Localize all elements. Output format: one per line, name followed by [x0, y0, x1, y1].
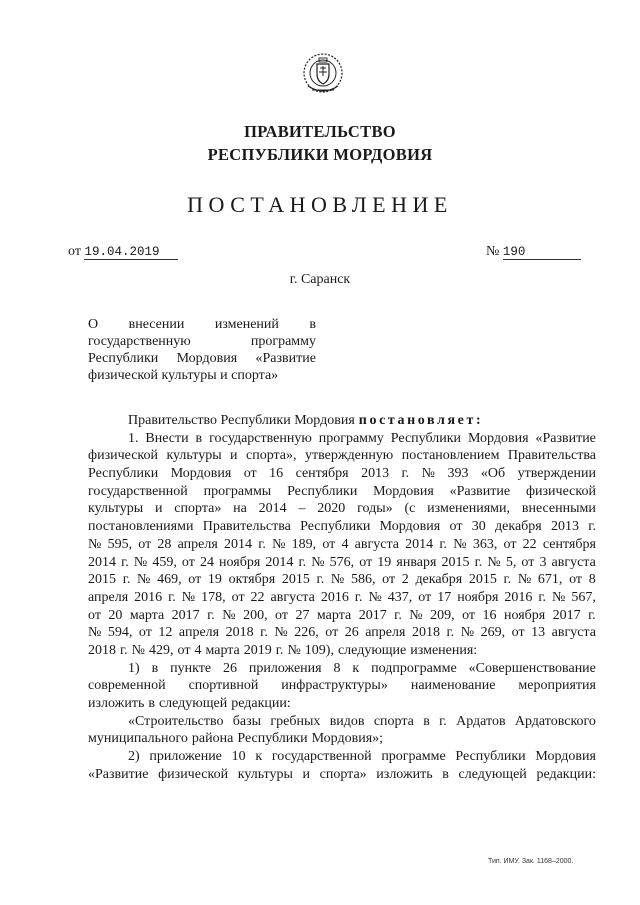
body-word: видов	[329, 713, 365, 729]
body-word: №	[137, 572, 151, 588]
subject-word: физической культуры и спорта»	[88, 368, 279, 383]
body-word: от	[231, 589, 245, 605]
body-word: марта	[205, 642, 240, 658]
body-word: «Строительство	[128, 713, 224, 729]
body-word: государственную	[209, 430, 312, 446]
body-word: физической	[88, 448, 158, 464]
body-word: 2014	[405, 536, 434, 552]
subject-word: Мордовия	[176, 351, 238, 366]
body-word: 22	[522, 536, 537, 552]
body-word: «Развитие	[535, 430, 596, 446]
number-value: 190	[503, 245, 581, 260]
body-word: 363,	[472, 536, 498, 552]
body-word: г.	[538, 589, 547, 605]
body-word: от	[275, 607, 288, 623]
body-word: Республики	[390, 430, 462, 446]
body-word: 2014	[258, 501, 287, 517]
body-word: августа	[354, 536, 399, 552]
body-word: спорта»	[319, 766, 367, 782]
intro-line	[88, 412, 596, 430]
subject-line	[88, 350, 316, 367]
body-word: пункте	[170, 660, 212, 676]
body-word: 437,	[387, 589, 413, 605]
body-word: 2016	[320, 589, 349, 605]
body-word: 2018	[225, 625, 254, 641]
body-word: 459,	[152, 554, 177, 570]
body-word: 26	[344, 625, 359, 641]
body-word: г.	[168, 589, 176, 605]
body-word: Мордовия»;	[311, 731, 384, 747]
subject-word: программу	[250, 334, 316, 349]
decree-number	[486, 244, 581, 260]
body-word: и	[302, 766, 311, 782]
body-word: программе	[381, 749, 446, 765]
body-word: программу	[318, 430, 384, 446]
body-word: августа	[551, 554, 596, 570]
body-word: ноября	[457, 589, 499, 605]
subject-line	[88, 367, 316, 384]
body-word: г.	[121, 554, 129, 570]
body-word: г.	[439, 713, 447, 729]
body-word: апреля	[177, 536, 218, 552]
body-word: физической	[158, 766, 229, 782]
body-word: 567,	[571, 589, 596, 605]
body-word: Республики	[88, 466, 159, 482]
body-word: Мордовия	[379, 519, 441, 535]
body-word: на	[233, 501, 247, 517]
body-word: Мордовия	[373, 483, 434, 499]
body-word: в	[148, 696, 155, 711]
body-word: от	[188, 572, 202, 588]
body-word: 16	[482, 607, 497, 623]
body-word: от	[359, 554, 373, 570]
body-word: 189,	[291, 536, 317, 552]
body-word: мероприятия	[518, 678, 596, 694]
body-word: района	[191, 731, 234, 747]
number-prefix: №	[486, 244, 500, 259]
body-word: 109),	[304, 642, 334, 658]
body-word: 269,	[480, 625, 506, 641]
body-line	[88, 607, 596, 625]
body-word: спорта»	[174, 501, 222, 517]
body-word: редакции:	[536, 766, 596, 782]
body-word: Республики	[300, 519, 371, 535]
body-word: 2016	[504, 589, 533, 605]
body-line	[88, 554, 596, 572]
body-word: 8	[588, 572, 596, 588]
body-word: от	[521, 554, 535, 570]
body-word: от	[138, 536, 152, 552]
body-word: спорта»,	[245, 448, 297, 464]
subject-word: изменений	[214, 317, 279, 332]
body-word: апреля	[88, 589, 129, 605]
body-word: от	[449, 519, 463, 535]
subject-word: О	[88, 317, 99, 332]
body-word: государственной	[271, 749, 372, 765]
body-word: 2015	[88, 572, 116, 588]
body-word: 4	[194, 642, 202, 658]
body-word: постановлением	[401, 448, 500, 464]
body-word: 12	[158, 625, 173, 641]
body-word: 393	[447, 466, 469, 482]
body-word: №	[181, 589, 196, 605]
body-word: 576,	[329, 554, 355, 570]
body-word: 30	[471, 519, 486, 535]
body-word: августа	[270, 589, 315, 605]
body-word: 178,	[201, 589, 226, 605]
subject-line	[88, 333, 316, 350]
intro-prefix: Правительство Республики Мордовия	[128, 413, 355, 428]
body-word: г.	[316, 572, 325, 588]
body-word: программы	[203, 483, 272, 499]
body-word: г.	[275, 642, 284, 658]
body-line	[88, 589, 596, 607]
body-word: 671,	[537, 572, 563, 588]
body-word: г.	[122, 572, 131, 588]
body-word: Внести	[145, 430, 189, 446]
body-word: утвержденную	[304, 448, 394, 464]
body-word: г.	[446, 625, 455, 641]
body-word: от	[325, 625, 339, 641]
body-lines	[88, 430, 596, 784]
body-word: 469,	[157, 572, 182, 588]
body-word: г.	[120, 642, 128, 658]
body-word: Правительства	[507, 448, 596, 464]
body-word: №	[552, 589, 566, 605]
body-word: культуры	[166, 448, 222, 464]
body-word: №	[368, 589, 382, 605]
body-word: (с	[404, 501, 416, 517]
body-line	[88, 518, 596, 536]
body-word: №	[421, 466, 435, 482]
coat-of-arms-icon	[300, 50, 346, 100]
body-word: 226,	[294, 625, 319, 641]
body-word: 429,	[149, 642, 174, 658]
body-word: г.	[588, 519, 596, 535]
body-word: от	[569, 572, 583, 588]
body-word: 4	[341, 536, 349, 552]
body-word: 594,	[107, 625, 133, 641]
body-word: 200,	[243, 607, 268, 623]
body-word: сентября	[295, 466, 349, 482]
body-word: №	[409, 607, 423, 623]
body-word: 209,	[430, 607, 455, 623]
body-word: к	[352, 660, 360, 676]
body-word: №	[131, 642, 146, 658]
body-line	[88, 660, 596, 678]
body-word: 22	[250, 589, 265, 605]
body-word: базы	[232, 713, 262, 729]
body-word: спортивной	[188, 678, 259, 694]
body-word: г.	[258, 536, 266, 552]
body-word: 2014	[223, 536, 252, 552]
government-name-line2: РЕСПУБЛИКИ МОРДОВИЯ	[207, 145, 433, 164]
body-word: 2015	[281, 572, 310, 588]
body-word: ноября	[503, 607, 546, 623]
body-word: Ардатовского	[514, 713, 596, 729]
body-word: г.	[207, 607, 215, 623]
body-word: от	[511, 625, 525, 641]
body-word: внесенными	[521, 501, 596, 517]
body-word: –	[298, 501, 306, 517]
body-word: г.	[298, 554, 307, 570]
body-word: 2015	[441, 554, 470, 570]
subject-word: государственную	[88, 334, 191, 349]
body-word: гребных	[270, 713, 321, 729]
body-word: 2	[401, 572, 409, 588]
body-line	[88, 624, 596, 642]
body-word: 24	[199, 554, 214, 570]
body-word: г.	[260, 625, 268, 641]
body-word: №	[330, 572, 345, 588]
subject-word: в	[309, 317, 316, 332]
body-word: «Развитие	[88, 766, 149, 782]
body-line	[88, 748, 596, 766]
body-word: сентября	[542, 536, 596, 552]
subject-word: внесении	[128, 317, 185, 332]
subject-line	[88, 316, 316, 333]
body-word: г.	[588, 607, 596, 623]
body-line	[88, 677, 596, 695]
body-word: апреля	[178, 625, 220, 641]
body-word: Мордовия	[170, 466, 232, 482]
body-word: 3	[539, 554, 547, 570]
body-word: подпрограмме	[371, 660, 457, 676]
body-word: следующие	[337, 642, 407, 658]
body-word: 17	[437, 589, 452, 605]
body-word: №	[311, 554, 325, 570]
body-word: 27	[295, 607, 310, 623]
body-word: в	[423, 713, 430, 729]
body-word: 28	[157, 536, 172, 552]
body-word: 2016	[134, 589, 163, 605]
body-word: 2018	[88, 642, 116, 658]
body-line	[88, 430, 596, 448]
body-word: №	[274, 625, 288, 641]
body-word: №	[272, 536, 286, 552]
body-word: 2014	[265, 554, 294, 570]
body-word: октября	[228, 572, 276, 588]
body-word: постановлениями	[88, 519, 194, 535]
body-word: 2015	[468, 572, 497, 588]
body-word: №	[222, 607, 236, 623]
body-line	[88, 536, 596, 554]
body-word: г.	[394, 607, 402, 623]
body-word: Республики	[455, 749, 526, 765]
body-word: января	[396, 554, 437, 570]
body-word: приложения	[248, 660, 322, 676]
body-word: апреля	[365, 625, 406, 641]
body-word: декабря	[495, 519, 542, 535]
body-word: 20	[108, 607, 123, 623]
body-word: редакции:	[231, 696, 291, 711]
body-word: №	[487, 554, 501, 570]
body-word: приложение	[149, 749, 222, 765]
body-word: №	[133, 554, 148, 570]
body-word: от	[181, 554, 195, 570]
body-word: 10	[231, 749, 246, 765]
body-word: декабря	[415, 572, 463, 588]
body-word: и	[230, 448, 238, 464]
body-word: 2019	[243, 642, 272, 658]
body-word: ноября	[219, 554, 261, 570]
body-word: от	[177, 642, 191, 658]
body-word: 2017	[171, 607, 200, 623]
body-word: г.	[503, 572, 512, 588]
subject-word: «Развитие	[255, 351, 316, 366]
body-word: №	[460, 625, 475, 641]
decree-body	[88, 412, 596, 783]
body-word: от	[138, 625, 152, 641]
body-word: изменения:	[410, 642, 478, 658]
body-word: 2013	[551, 519, 579, 535]
body-word: спорта	[373, 713, 414, 729]
body-word: от	[243, 466, 257, 482]
body-line	[88, 483, 596, 501]
body-word: 2013	[361, 466, 390, 482]
date-prefix: от	[68, 244, 81, 259]
body-line	[88, 447, 596, 465]
body-word: 19	[377, 554, 392, 570]
body-word: от	[88, 607, 101, 623]
body-line	[88, 766, 596, 784]
body-line	[88, 500, 596, 518]
body-word: марта	[129, 607, 165, 623]
date-value: 19.04.2019	[84, 245, 178, 260]
body-word: 2017	[552, 607, 581, 623]
body-word: и	[154, 501, 163, 517]
body-word: современной	[88, 678, 166, 694]
body-word: в	[195, 430, 203, 446]
body-word: от	[382, 572, 396, 588]
body-word: в	[442, 766, 449, 782]
body-word: изложить	[376, 766, 433, 782]
body-word: изложить	[88, 696, 145, 711]
body-word: г.	[439, 536, 448, 552]
body-word: «Совершенствование	[468, 660, 596, 676]
intro-resolves: постановляет:	[358, 413, 484, 428]
body-word: 2020	[317, 501, 346, 517]
body-word: 8	[333, 660, 341, 676]
body-word: от	[462, 607, 476, 623]
body-word: 26	[222, 660, 237, 676]
body-line	[88, 695, 596, 713]
decree-subject	[88, 316, 316, 384]
body-word: 586,	[350, 572, 376, 588]
subject-word: Республики	[88, 351, 159, 366]
body-line	[88, 730, 596, 748]
body-word: в	[151, 660, 159, 676]
body-word: государственной	[88, 483, 188, 499]
body-word: наименование	[410, 678, 496, 694]
body-word: №	[287, 642, 301, 658]
body-word: муниципального	[88, 731, 188, 747]
body-word: от	[322, 536, 336, 552]
body-word: г.	[354, 589, 363, 605]
body-word: следующей	[458, 766, 527, 782]
body-word: культуры	[88, 501, 144, 517]
body-word: изменениями,	[427, 501, 511, 517]
body-line	[88, 713, 596, 731]
body-word: 16	[269, 466, 284, 482]
body-word: Мордовия	[535, 749, 596, 765]
print-note: Тип. ИМУ. Зак. 1168–2000.	[488, 858, 574, 865]
body-word: Республики	[237, 731, 308, 747]
body-line	[88, 642, 596, 660]
body-word: от	[418, 589, 432, 605]
body-word: 2014	[88, 554, 116, 570]
body-word: г.	[401, 466, 410, 482]
body-word: следующей	[158, 696, 228, 711]
body-word: августа	[551, 625, 596, 641]
body-word: марта	[316, 607, 352, 623]
body-line	[88, 571, 596, 589]
body-word: 13	[531, 625, 546, 641]
body-word: инфраструктуры»	[281, 678, 388, 694]
document-type-title: ПОСТАНОВЛЕНИЕ	[187, 192, 453, 217]
body-word: №	[453, 536, 467, 552]
body-word: 5,	[505, 554, 517, 570]
body-word: к	[255, 749, 263, 765]
body-word: 19	[207, 572, 222, 588]
body-word: годы»	[357, 501, 393, 517]
body-word: Правительства	[202, 519, 291, 535]
government-name-line1: ПРАВИТЕЛЬСТВО	[244, 122, 396, 141]
body-word: 2018	[411, 625, 440, 641]
body-word: физической	[525, 483, 596, 499]
city-line: г. Саранск	[289, 272, 351, 287]
body-word: 2)	[128, 749, 140, 765]
body-word: культуры	[237, 766, 293, 782]
body-word: 1.	[128, 430, 139, 446]
body-word: №	[88, 625, 102, 641]
body-word: Ардатов	[456, 713, 506, 729]
body-word: от	[503, 536, 517, 552]
body-word: 595,	[107, 536, 133, 552]
body-word: №	[517, 572, 532, 588]
body-word: Республики	[287, 483, 358, 499]
body-word: 1)	[128, 660, 140, 676]
body-word: 2017	[358, 607, 387, 623]
body-word: №	[88, 536, 102, 552]
decree-date	[68, 244, 178, 260]
body-word: «Об	[480, 466, 506, 482]
body-word: г.	[474, 554, 483, 570]
body-word: «Развитие	[449, 483, 511, 499]
body-word: Мордовия	[467, 430, 529, 446]
body-word: утверждении	[517, 466, 596, 482]
body-line	[88, 465, 596, 483]
